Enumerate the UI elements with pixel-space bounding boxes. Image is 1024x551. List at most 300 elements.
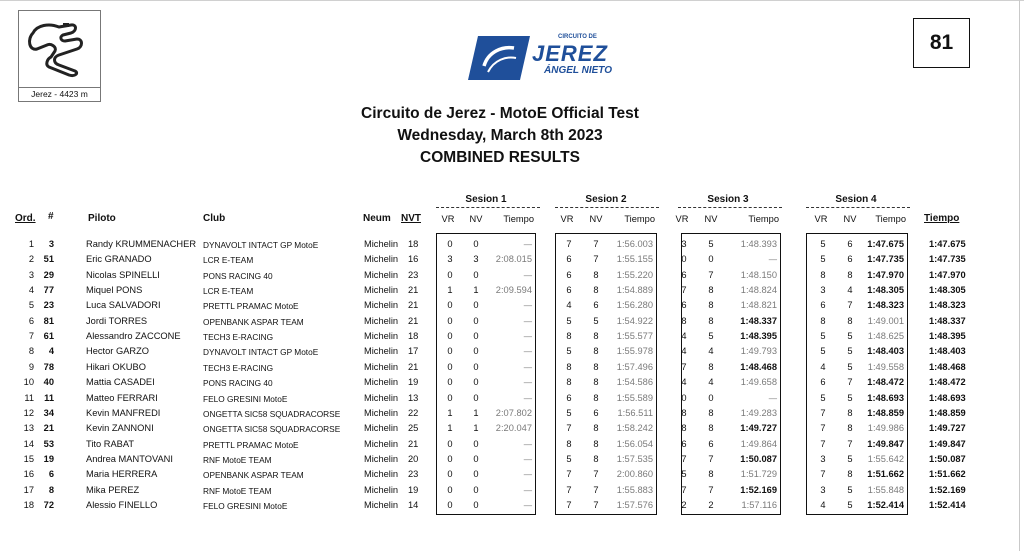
row-lap-time: 1:48.395 bbox=[740, 331, 777, 342]
row-ord: 6 bbox=[28, 315, 34, 326]
row-club: OPENBANK ASPAR TEAM bbox=[203, 316, 304, 327]
row-vr: 3 bbox=[820, 285, 826, 296]
row-vr: 6 bbox=[566, 285, 572, 296]
row-nv: 8 bbox=[593, 269, 599, 280]
row-tyre: Michelin bbox=[364, 499, 399, 510]
row-nv: 3 bbox=[473, 254, 479, 265]
row-vr: 5 bbox=[566, 453, 572, 464]
row-lap-time: 1:55.978 bbox=[616, 346, 653, 357]
row-vr: 7 bbox=[566, 499, 572, 510]
row-nv: 8 bbox=[708, 300, 714, 311]
row-number: 29 bbox=[43, 269, 54, 280]
row-lap-time: 1:55.589 bbox=[616, 392, 653, 403]
row-nv: 5 bbox=[593, 315, 599, 326]
row-nv: 4 bbox=[708, 377, 714, 388]
row-rider: Mattia CASADEI bbox=[86, 377, 155, 388]
row-club: RNF MotoE TEAM bbox=[203, 454, 272, 465]
row-vr: 7 bbox=[681, 484, 687, 495]
row-lap-time: 1:57.576 bbox=[616, 499, 653, 510]
row-vr: 7 bbox=[566, 239, 572, 249]
row-club: PRETTL PRAMAC MotoE bbox=[203, 301, 299, 312]
row-lap-time: 1:49.864 bbox=[740, 438, 777, 449]
row-tyre: Michelin bbox=[364, 331, 399, 342]
row-ord: 18 bbox=[23, 499, 34, 510]
row-nv: 2 bbox=[708, 499, 714, 510]
row-lap-time: — bbox=[523, 377, 532, 388]
row-nv: 7 bbox=[847, 377, 853, 388]
row-lap-time: 1:56.280 bbox=[616, 300, 653, 311]
row-number: 77 bbox=[43, 285, 54, 296]
row-vr: 0 bbox=[681, 254, 687, 265]
row-vr: 3 bbox=[820, 484, 826, 495]
track-caption: Jerez - 4423 m bbox=[31, 89, 88, 99]
row-lap-time: 1:48.337 bbox=[740, 315, 777, 326]
row-nv: 0 bbox=[473, 438, 479, 449]
row-nvt: 25 bbox=[408, 423, 419, 434]
row-vr: 3 bbox=[447, 254, 453, 265]
row-nv: 7 bbox=[708, 269, 714, 280]
row-best-time: 1:50.087 bbox=[929, 453, 966, 464]
row-lap-time: 1:51.662 bbox=[867, 469, 904, 480]
row-lap-time: 1:54.586 bbox=[616, 377, 653, 388]
row-rider: Matteo FERRARI bbox=[86, 392, 158, 403]
row-nv: 0 bbox=[473, 315, 479, 326]
session-1-divider bbox=[436, 207, 540, 208]
row-best-time: 1:48.468 bbox=[929, 361, 966, 372]
row-ord: 1 bbox=[28, 239, 34, 249]
row-best-time: 1:52.169 bbox=[929, 484, 966, 495]
row-club: OPENBANK ASPAR TEAM bbox=[203, 470, 304, 481]
col-vr: VR bbox=[560, 214, 574, 224]
row-vr: 0 bbox=[447, 315, 453, 326]
row-nv: 7 bbox=[593, 499, 599, 510]
row-lap-time: — bbox=[523, 469, 532, 480]
row-nv: 8 bbox=[847, 469, 853, 480]
row-rider: Alessio FINELLO bbox=[86, 499, 158, 510]
row-lap-time: 1:55.155 bbox=[616, 254, 653, 265]
row-nv: 8 bbox=[847, 423, 853, 434]
row-ord: 9 bbox=[28, 361, 34, 372]
row-vr: 0 bbox=[447, 484, 453, 495]
row-club: ONGETTA SIC58 SQUADRACORSE bbox=[203, 424, 341, 435]
row-lap-time: — bbox=[523, 331, 532, 342]
row-rider: Maria HERRERA bbox=[86, 469, 158, 480]
row-nv: 5 bbox=[847, 331, 853, 342]
row-nv: 0 bbox=[473, 300, 479, 311]
row-vr: 7 bbox=[681, 285, 687, 296]
row-rider: Andrea MANTOVANI bbox=[86, 453, 173, 464]
col-tiempo: Tiempo bbox=[503, 214, 534, 224]
row-lap-time: 1:55.883 bbox=[616, 484, 653, 495]
row-nvt: 21 bbox=[408, 285, 419, 296]
row-club: DYNAVOLT INTACT GP MotoE bbox=[203, 347, 319, 358]
row-lap-time: 1:48.859 bbox=[867, 407, 904, 418]
row-vr: 4 bbox=[681, 377, 687, 388]
row-nvt: 23 bbox=[408, 469, 419, 480]
row-best-time: 1:48.403 bbox=[929, 346, 966, 357]
row-best-time: 1:48.305 bbox=[929, 285, 966, 296]
row-vr: 5 bbox=[820, 331, 826, 342]
col-nvt: NVT bbox=[401, 213, 421, 224]
col-num: # bbox=[48, 211, 54, 222]
row-rider: Nicolas SPINELLI bbox=[86, 269, 160, 280]
col-tiempo: Tiempo bbox=[748, 214, 779, 224]
row-lap-time: 1:48.393 bbox=[740, 239, 777, 249]
row-lap-time: — bbox=[523, 315, 532, 326]
row-club: PONS RACING 40 bbox=[203, 378, 273, 389]
col-rider: Piloto bbox=[88, 213, 116, 224]
row-rider: Jordi TORRES bbox=[86, 315, 148, 326]
row-lap-time: 1:47.675 bbox=[867, 239, 904, 249]
row-best-time: 1:48.472 bbox=[929, 377, 966, 388]
row-lap-time: 1:48.403 bbox=[867, 346, 904, 357]
row-nvt: 19 bbox=[408, 377, 419, 388]
row-vr: 0 bbox=[447, 453, 453, 464]
row-ord: 3 bbox=[28, 269, 34, 280]
row-nvt: 21 bbox=[408, 438, 419, 449]
row-club: RNF MotoE TEAM bbox=[203, 485, 272, 496]
row-nv: 8 bbox=[847, 269, 853, 280]
row-rider: Miquel PONS bbox=[86, 285, 143, 296]
row-vr: 6 bbox=[566, 269, 572, 280]
row-vr: 5 bbox=[820, 239, 826, 249]
row-nv: 0 bbox=[473, 346, 479, 357]
row-nv: 7 bbox=[708, 453, 714, 464]
col-tyre: Neum bbox=[363, 213, 391, 224]
top-border bbox=[0, 0, 1024, 1]
page-edge bbox=[1019, 0, 1020, 551]
session-2-header: Sesion 2 bbox=[585, 194, 627, 205]
row-lap-time: — bbox=[523, 346, 532, 357]
row-nv: 6 bbox=[847, 239, 853, 249]
row-vr: 8 bbox=[820, 269, 826, 280]
row-vr: 5 bbox=[820, 254, 826, 265]
row-nv: 6 bbox=[847, 254, 853, 265]
row-rider: Hikari OKUBO bbox=[86, 361, 146, 372]
col-nv: NV bbox=[469, 214, 483, 224]
row-rider: Randy KRUMMENACHER bbox=[86, 239, 197, 249]
row-tyre: Michelin bbox=[364, 469, 399, 480]
row-nv: 4 bbox=[847, 285, 853, 296]
row-nvt: 13 bbox=[408, 392, 419, 403]
row-nv: 0 bbox=[473, 331, 479, 342]
row-lap-time: — bbox=[523, 361, 532, 372]
row-lap-time: 1:49.558 bbox=[867, 361, 904, 372]
row-lap-time: — bbox=[523, 438, 532, 449]
row-vr: 6 bbox=[566, 254, 572, 265]
row-lap-time: 1:47.970 bbox=[867, 269, 904, 280]
row-vr: 6 bbox=[820, 300, 826, 311]
row-lap-time: 1:47.735 bbox=[867, 254, 904, 265]
row-nv: 7 bbox=[593, 254, 599, 265]
row-club: PONS RACING 40 bbox=[203, 270, 273, 281]
row-lap-time: — bbox=[523, 239, 532, 249]
col-nv: NV bbox=[843, 214, 857, 224]
row-nv: 7 bbox=[593, 469, 599, 480]
row-vr: 6 bbox=[681, 269, 687, 280]
row-nv: 5 bbox=[847, 499, 853, 510]
row-rider: Mika PEREZ bbox=[86, 484, 140, 495]
row-club: ONGETTA SIC58 SQUADRACORSE bbox=[203, 408, 341, 419]
track-map bbox=[18, 10, 101, 102]
row-vr: 7 bbox=[566, 469, 572, 480]
row-lap-time: 1:49.793 bbox=[740, 346, 777, 357]
row-nvt: 17 bbox=[408, 346, 419, 357]
row-lap-time: 1:56.003 bbox=[616, 239, 653, 249]
row-vr: 3 bbox=[681, 239, 687, 249]
row-lap-time: 1:49.283 bbox=[740, 407, 777, 418]
row-vr: 8 bbox=[566, 361, 572, 372]
row-vr: 7 bbox=[820, 469, 826, 480]
row-club: TECH3 E-RACING bbox=[203, 332, 274, 343]
row-number: 40 bbox=[43, 377, 54, 388]
row-best-time: 1:47.970 bbox=[929, 269, 966, 280]
session-3-header: Sesion 3 bbox=[707, 194, 749, 205]
row-lap-time: 1:48.472 bbox=[867, 377, 904, 388]
row-vr: 5 bbox=[820, 346, 826, 357]
row-ord: 12 bbox=[23, 407, 34, 418]
row-vr: 0 bbox=[681, 392, 687, 403]
row-tyre: Michelin bbox=[364, 300, 399, 311]
row-lap-time: 1:48.693 bbox=[867, 392, 904, 403]
row-vr: 7 bbox=[820, 438, 826, 449]
row-best-time: 1:48.693 bbox=[929, 392, 966, 403]
row-nv: 8 bbox=[593, 285, 599, 296]
col-nv: NV bbox=[589, 214, 603, 224]
row-best-time: 1:47.735 bbox=[929, 254, 966, 265]
row-nv: 8 bbox=[593, 361, 599, 372]
row-lap-time: 1:56.511 bbox=[617, 407, 653, 418]
row-nv: 8 bbox=[708, 315, 714, 326]
row-vr: 2 bbox=[681, 499, 687, 510]
circuit-logo-mark-icon bbox=[468, 36, 530, 80]
row-lap-time: 1:54.889 bbox=[616, 285, 653, 296]
row-nv: 0 bbox=[473, 484, 479, 495]
row-ord: 7 bbox=[28, 331, 34, 342]
row-number: 61 bbox=[43, 331, 54, 342]
row-vr: 0 bbox=[447, 377, 453, 388]
row-nv: 0 bbox=[708, 254, 714, 265]
row-nv: 5 bbox=[708, 331, 714, 342]
row-lap-time: 2:07.802 bbox=[495, 407, 532, 418]
session-1-header: Sesion 1 bbox=[465, 194, 507, 205]
row-nv: 7 bbox=[593, 484, 599, 495]
row-lap-time: 1:55.642 bbox=[867, 453, 904, 464]
row-vr: 7 bbox=[820, 423, 826, 434]
row-nvt: 14 bbox=[408, 499, 419, 510]
row-nvt: 18 bbox=[408, 331, 419, 342]
row-nv: 8 bbox=[593, 423, 599, 434]
row-lap-time: 1:49.986 bbox=[867, 423, 904, 434]
row-nv: 0 bbox=[473, 377, 479, 388]
row-nvt: 22 bbox=[408, 407, 419, 418]
row-tyre: Michelin bbox=[364, 423, 399, 434]
row-lap-time: 1:57.496 bbox=[616, 361, 653, 372]
row-nv: 4 bbox=[708, 346, 714, 357]
row-lap-time: 1:48.625 bbox=[867, 331, 904, 342]
row-tyre: Michelin bbox=[364, 438, 399, 449]
session-3-divider bbox=[678, 207, 782, 208]
row-vr: 0 bbox=[447, 361, 453, 372]
row-lap-time: 1:51.729 bbox=[740, 469, 777, 480]
row-number: 3 bbox=[48, 239, 54, 249]
row-tyre: Michelin bbox=[364, 361, 399, 372]
row-number: 6 bbox=[48, 469, 54, 480]
row-nv: 8 bbox=[708, 361, 714, 372]
row-rider: Eric GRANADO bbox=[86, 254, 152, 265]
row-best-time: 1:48.337 bbox=[929, 315, 966, 326]
row-tyre: Michelin bbox=[364, 377, 399, 388]
row-lap-time: 1:49.847 bbox=[867, 438, 904, 449]
circuit-logo bbox=[468, 34, 633, 80]
row-lap-time: — bbox=[768, 392, 777, 403]
row-nv: 8 bbox=[708, 407, 714, 418]
row-ord: 14 bbox=[23, 438, 34, 449]
row-best-time: 1:51.662 bbox=[929, 469, 966, 480]
row-lap-time: 1:48.150 bbox=[740, 269, 777, 280]
row-tyre: Michelin bbox=[364, 453, 399, 464]
row-vr: 1 bbox=[447, 407, 453, 418]
row-nvt: 21 bbox=[408, 300, 419, 311]
row-nv: 0 bbox=[473, 269, 479, 280]
row-tyre: Michelin bbox=[364, 407, 399, 418]
row-lap-time: 1:58.242 bbox=[616, 423, 653, 434]
row-rider: Hector GARZO bbox=[86, 346, 150, 357]
row-rider: Luca SALVADORI bbox=[86, 300, 161, 311]
row-nv: 8 bbox=[708, 423, 714, 434]
row-nvt: 21 bbox=[408, 361, 419, 372]
row-nv: 5 bbox=[847, 346, 853, 357]
row-lap-time: 1:52.169 bbox=[740, 484, 777, 495]
row-club: FELO GRESINI MotoE bbox=[203, 500, 288, 511]
row-lap-time: 2:08.015 bbox=[495, 254, 532, 265]
logo-line3: ÁNGEL NIETO bbox=[544, 65, 612, 76]
row-lap-time: 1:50.087 bbox=[740, 453, 777, 464]
row-vr: 5 bbox=[681, 469, 687, 480]
row-tyre: Michelin bbox=[364, 346, 399, 357]
col-tiempo: Tiempo bbox=[875, 214, 906, 224]
row-lap-time: 2:00.860 bbox=[616, 469, 653, 480]
row-vr: 0 bbox=[447, 346, 453, 357]
row-nv: 0 bbox=[473, 499, 479, 510]
row-nv: 8 bbox=[847, 315, 853, 326]
row-vr: 8 bbox=[681, 423, 687, 434]
row-tyre: Michelin bbox=[364, 315, 399, 326]
row-ord: 4 bbox=[28, 285, 34, 296]
row-vr: 0 bbox=[447, 499, 453, 510]
row-lap-time: 1:55.848 bbox=[867, 484, 904, 495]
row-nvt: 20 bbox=[408, 453, 419, 464]
row-club: TECH3 E-RACING bbox=[203, 362, 274, 373]
row-lap-time: 1:48.468 bbox=[740, 361, 777, 372]
row-club: PRETTL PRAMAC MotoE bbox=[203, 439, 299, 450]
row-rider: Kevin MANFREDI bbox=[86, 407, 161, 418]
row-vr: 6 bbox=[681, 438, 687, 449]
row-nv: 8 bbox=[593, 438, 599, 449]
row-tyre: Michelin bbox=[364, 239, 399, 249]
col-final-time: Tiempo bbox=[924, 213, 960, 224]
event-date: Wednesday, March 8th 2023 bbox=[397, 127, 603, 144]
row-rider: Alessandro ZACCONE bbox=[86, 331, 181, 342]
event-title: Circuito de Jerez - MotoE Official Test bbox=[361, 105, 639, 122]
row-nv: 1 bbox=[473, 423, 479, 434]
row-number: 19 bbox=[43, 453, 54, 464]
row-ord: 2 bbox=[28, 254, 34, 265]
row-ord: 5 bbox=[28, 300, 34, 311]
row-nv: 0 bbox=[708, 392, 714, 403]
row-best-time: 1:48.323 bbox=[929, 300, 966, 311]
row-lap-time: 1:54.922 bbox=[616, 315, 653, 326]
row-nv: 0 bbox=[473, 469, 479, 480]
row-nv: 6 bbox=[593, 407, 599, 418]
row-rider: Tito RABAT bbox=[86, 438, 135, 449]
row-ord: 16 bbox=[23, 469, 34, 480]
row-best-time: 1:48.395 bbox=[929, 331, 966, 342]
row-vr: 4 bbox=[681, 331, 687, 342]
row-vr: 6 bbox=[820, 377, 826, 388]
row-vr: 1 bbox=[447, 285, 453, 296]
row-lap-time: 1:52.414 bbox=[867, 499, 904, 510]
row-vr: 8 bbox=[566, 377, 572, 388]
row-tyre: Michelin bbox=[364, 392, 399, 403]
row-vr: 0 bbox=[447, 331, 453, 342]
row-number: 51 bbox=[43, 254, 54, 265]
row-lap-time: — bbox=[523, 499, 532, 510]
row-lap-time: 1:49.658 bbox=[740, 377, 777, 388]
col-tiempo: Tiempo bbox=[624, 214, 655, 224]
row-lap-time: 1:48.305 bbox=[867, 285, 904, 296]
page-number: 81 bbox=[913, 18, 970, 68]
row-vr: 1 bbox=[447, 423, 453, 434]
col-nv: NV bbox=[704, 214, 718, 224]
row-club: DYNAVOLT INTACT GP MotoE bbox=[203, 240, 319, 250]
row-vr: 0 bbox=[447, 469, 453, 480]
row-vr: 0 bbox=[447, 239, 453, 249]
row-number: 21 bbox=[43, 423, 54, 434]
col-vr: VR bbox=[814, 214, 828, 224]
row-vr: 4 bbox=[820, 361, 826, 372]
row-club: LCR E-TEAM bbox=[203, 286, 254, 297]
row-lap-time: 1:55.577 bbox=[616, 331, 653, 342]
row-nv: 5 bbox=[847, 392, 853, 403]
row-number: 72 bbox=[43, 499, 54, 510]
row-vr: 3 bbox=[820, 453, 826, 464]
logo-line2: JEREZ bbox=[532, 41, 608, 66]
logo-line1: CIRCUITO DE bbox=[558, 34, 597, 40]
row-nvt: 21 bbox=[408, 315, 419, 326]
row-nv: 1 bbox=[473, 407, 479, 418]
row-tyre: Michelin bbox=[364, 254, 399, 265]
row-nvt: 18 bbox=[408, 239, 419, 249]
row-nv: 7 bbox=[708, 484, 714, 495]
row-nv: 8 bbox=[708, 469, 714, 480]
row-ord: 13 bbox=[23, 423, 34, 434]
row-tyre: Michelin bbox=[364, 484, 399, 495]
row-vr: 4 bbox=[681, 346, 687, 357]
row-club: FELO GRESINI MotoE bbox=[203, 393, 288, 404]
row-rider: Kevin ZANNONI bbox=[86, 423, 154, 434]
row-club: LCR E-TEAM bbox=[203, 255, 254, 266]
row-nv: 7 bbox=[593, 239, 599, 249]
session-4-header: Sesion 4 bbox=[835, 194, 877, 205]
row-nv: 1 bbox=[473, 285, 479, 296]
row-lap-time: 1:48.821 bbox=[740, 300, 777, 311]
row-vr: 7 bbox=[681, 453, 687, 464]
col-club: Club bbox=[203, 213, 226, 224]
row-vr: 4 bbox=[566, 300, 572, 311]
track-layout-icon bbox=[19, 11, 100, 87]
row-nv: 0 bbox=[473, 392, 479, 403]
